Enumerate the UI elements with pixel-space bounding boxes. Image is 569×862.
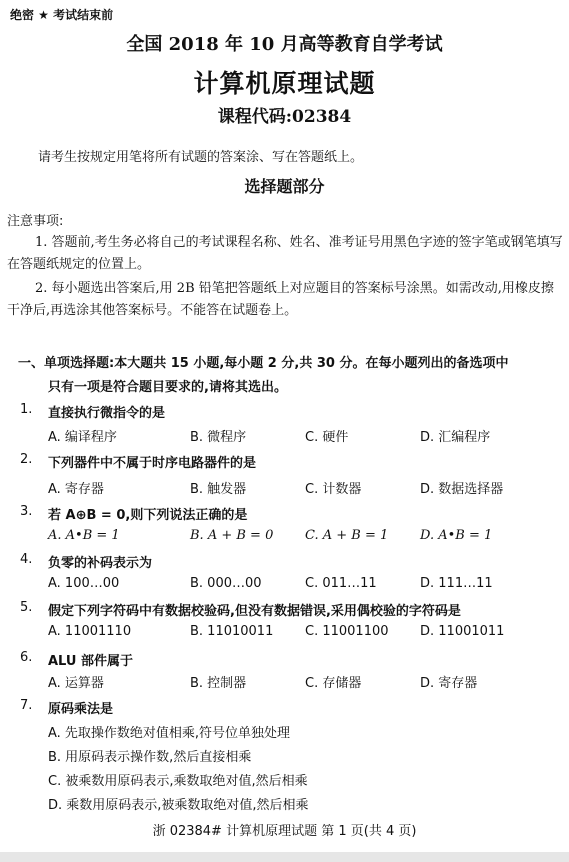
option-a: A. 11001110 bbox=[48, 624, 132, 639]
course-code: 课程代码:02384 bbox=[217, 107, 352, 127]
option-c: C. 011…11 bbox=[305, 576, 377, 591]
note-item-2: 2. 每小题选出答案后,用 2B 铅笔把答题纸上对应题目的答案标号涂黑。如需改动,用橡皮擦干净后,再选涂其他答案标号。不能答在试题卷上。 bbox=[7, 281, 554, 318]
option-b: B. 用原码表示操作数,然后直接相乘 bbox=[48, 750, 252, 765]
option-d: D. 数据选择器 bbox=[420, 482, 504, 497]
question-text: 下列器件中不属于时序电路器件的是 bbox=[48, 456, 257, 471]
option-d: D. 汇编程序 bbox=[420, 430, 491, 445]
question-text: 负零的补码表示为 bbox=[48, 556, 153, 571]
page-bottom-divider bbox=[0, 852, 569, 862]
paper-title: 计算机原理试题 bbox=[193, 69, 376, 98]
option-c: C. 被乘数用原码表示,乘数取绝对值,然后相乘 bbox=[48, 774, 308, 789]
option-b: B. 微程序 bbox=[190, 430, 247, 445]
option-d: D. 11001011 bbox=[420, 624, 505, 639]
question-number: 2. bbox=[20, 452, 33, 467]
option-d: D. A•B = 1 bbox=[420, 528, 493, 543]
option-c: C. 计数器 bbox=[305, 482, 362, 497]
option-a: A. 编译程序 bbox=[48, 430, 117, 445]
option-a: A. A•B = 1 bbox=[48, 528, 120, 543]
option-d: D. 111…11 bbox=[420, 576, 493, 591]
section-title: 选择题部分 bbox=[244, 177, 325, 196]
option-b: B. A + B = 0 bbox=[190, 528, 274, 543]
section1-heading: 一、单项选择题:本大题共 15 小题,每小题 2 分,共 30 分。在每小题列出的备选项中 bbox=[18, 356, 509, 371]
option-b: B. 触发器 bbox=[190, 482, 247, 497]
question-number: 3. bbox=[20, 504, 33, 519]
option-a: A. 寄存器 bbox=[48, 482, 104, 497]
section1-heading-cont: 只有一项是符合题目要求的,请将其选出。 bbox=[48, 380, 287, 395]
question-text: 若 A⊕B = 0,则下列说法正确的是 bbox=[48, 508, 248, 523]
exam-session-title: 全国 2018 年 10 月高等教育自学考试 bbox=[126, 34, 443, 55]
note-item-1: 1. 答题前,考生务必将自己的考试课程名称、姓名、准考证号用黑色字迹的签字笔或钢笔填写在答题纸规定的位置上。 bbox=[7, 235, 563, 272]
page-footer: 浙 02384# 计算机原理试题 第 1 页(共 4 页) bbox=[152, 824, 417, 839]
option-d: D. 寄存器 bbox=[420, 676, 478, 691]
option-b: B. 000…00 bbox=[190, 576, 262, 591]
general-instruction: 请考生按规定用笔将所有试题的答案涂、写在答题纸上。 bbox=[38, 150, 364, 165]
question-number: 5. bbox=[20, 600, 33, 615]
question-text: 直接执行微指令的是 bbox=[48, 406, 166, 421]
option-a: A. 100…00 bbox=[48, 576, 120, 591]
option-d: D. 乘数用原码表示,被乘数取绝对值,然后相乘 bbox=[48, 798, 309, 813]
option-b: B. 控制器 bbox=[190, 676, 247, 691]
option-c: C. 11001100 bbox=[305, 624, 389, 639]
option-a: A. 先取操作数绝对值相乘,符号位单独处理 bbox=[48, 726, 291, 741]
question-text: ALU 部件属于 bbox=[48, 654, 133, 669]
confidential-label: 绝密 ★ 考试结束前 bbox=[10, 8, 114, 22]
question-text: 原码乘法是 bbox=[48, 702, 114, 717]
option-c: C. 硬件 bbox=[305, 430, 349, 445]
question-number: 7. bbox=[20, 698, 33, 713]
option-c: C. A + B = 1 bbox=[305, 528, 389, 543]
option-c: C. 存储器 bbox=[305, 676, 362, 691]
question-number: 6. bbox=[20, 650, 33, 665]
question-number: 1. bbox=[20, 402, 33, 417]
notes-title: 注意事项: bbox=[7, 214, 64, 229]
option-a: A. 运算器 bbox=[48, 676, 104, 691]
question-number: 4. bbox=[20, 552, 33, 567]
question-text: 假定下列字符码中有数据校验码,但没有数据错误,采用偶校验的字符码是 bbox=[48, 604, 461, 619]
option-b: B. 11010011 bbox=[190, 624, 274, 639]
